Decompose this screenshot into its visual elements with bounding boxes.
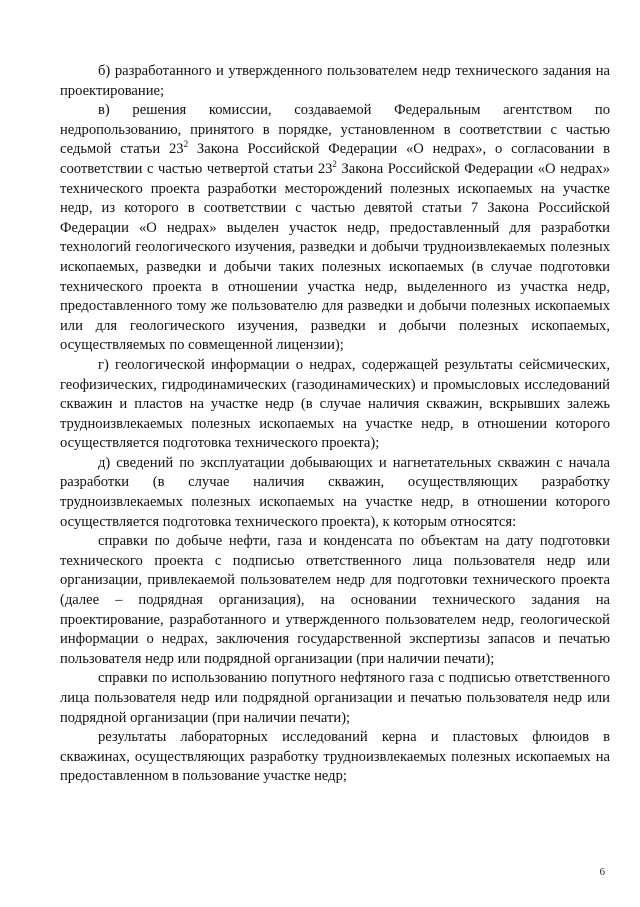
paragraph-v <box>60 101 610 356</box>
paragraph-text: результаты лабораторных исследований керна и пластовых флюидов в скважинах, осуществляющих разработку трудноизвлекаемых полезных ископаемых на предоставленном в пользование участке недр; <box>60 729 610 785</box>
document-body <box>60 62 610 787</box>
paragraph-text: Закона Российской Федерации «О недрах» технического проекта разработки месторождений полезных ископаемых на участке недр, из которого в соответствии с частью девятой статьи 7 Закона Российской Федерации «О недрах» выделен участок недр, предоставленный для разработки технологий геологического изучения, разведки и добычи трудноизвлекаемых полезных ископаемых, разведки и добычи таких полезных ископаемых (в случае подготовки технического проекта в отношении участка недр, выделенного из участка недр, предоставленного тому же пользователю для разведки и добычи полезных ископаемых или для геологического изучения, разведки и добычи полезных ископаемых, осуществляемых по совмещенной лицензии); <box>60 160 611 354</box>
paragraph-text: справки по добыче нефти, газа и конденсата по объектам на дату подготовки технического проекта с подписью ответственного лица пользователя недр или организации, привлекаемой пользователем недр для подготовки технического проекта (далее – подрядная организация), на основании технического задания на проектирование, разработанного и утвержденного пользователем недр, геологической информации о недрах, заключения государственной экспертизы запасов и печатью пользователя недр или подрядной организации (при наличии печати); <box>60 533 610 667</box>
paragraph-text: Закона Российской Федерации «О недрах», о согласовании в соответствии с частью четвертой статьи 23 <box>60 141 610 177</box>
paragraph-g <box>60 356 610 454</box>
paragraph-d <box>60 454 610 532</box>
page-number: 6 <box>599 866 605 878</box>
paragraph-text: в) решения комиссии, создаваемой Федеральным агентством по недропользованию, принятого в порядке, установленном в соответствии с частью седьмой статьи 23 <box>60 102 610 158</box>
paragraph-text: справки по использованию попутного нефтяного газа с подписью ответственного лица пользователя недр или подрядной организации и печатью пользователя недр или подрядной организации (при наличии печати); <box>60 670 610 726</box>
superscript: 2 <box>332 158 337 169</box>
paragraph-core-analysis-results <box>60 728 610 787</box>
paragraph-associated-gas-reports <box>60 669 610 728</box>
superscript: 2 <box>183 139 189 150</box>
paragraph-text: г) геологической информации о недрах, содержащей результаты сейсмических, геофизических, гидродинамических (газодинамических) и промысловых исследований скважин и пластов на участке недр (в случае наличия скважин, вскрывших залежь трудноизвлекаемых полезных ископаемых на участке недр, в отношении которого осуществляется подготовка технического проекта); <box>60 356 610 452</box>
paragraph-oil-production-reports <box>60 532 610 669</box>
paragraph-text: д) сведений по эксплуатации добывающих и нагнетательных скважин с начала разработки (в случае наличия скважин, осуществляющих разработку трудноизвлекаемых полезных ископаемых на участке недр, в отношении которого осуществляется подготовка технического проекта), к которым относятся: <box>60 454 610 530</box>
paragraph-b <box>60 62 610 101</box>
paragraph-text: б) разработанного и утвержденного пользователем недр технического задания на проектирование; <box>60 63 610 99</box>
